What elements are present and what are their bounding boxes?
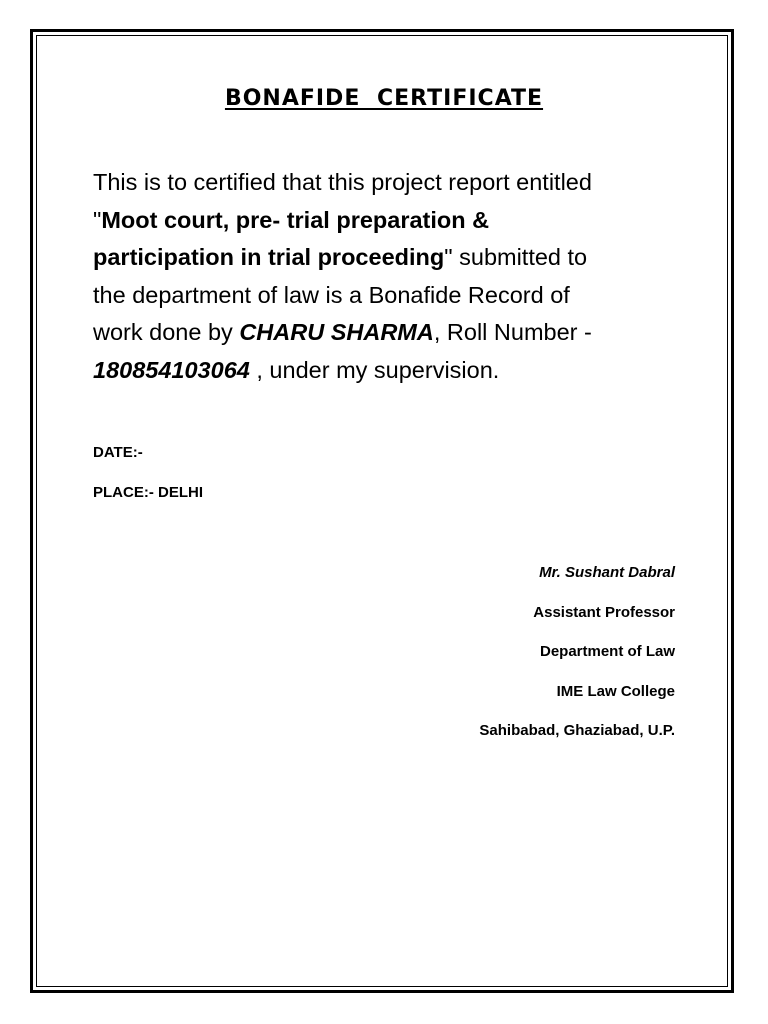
body-line-6: [93, 352, 693, 390]
body-line-4: [93, 277, 693, 315]
intro-text: This is to certified that this project report entitled: [93, 169, 592, 195]
body-line-1: [93, 164, 693, 202]
quote-open: ": [93, 206, 102, 233]
department-text: the department of law is a Bonafide Record of: [93, 281, 570, 308]
body-line-2: [93, 202, 693, 240]
signatory-college: IME Law College: [556, 682, 675, 700]
project-title-part-2: participation in trial proceeding: [93, 244, 445, 270]
place-label: PLACE:- DELHI: [93, 484, 203, 501]
date-label: DATE:-: [93, 444, 143, 461]
body-line-3: [93, 239, 693, 277]
signatory-block: [479, 562, 675, 760]
supervision-text: , under my supervision.: [249, 356, 500, 383]
signatory-designation: Assistant Professor: [533, 603, 675, 621]
submitted-text: " submitted to: [444, 244, 588, 270]
student-name: CHARU SHARMA: [239, 319, 434, 345]
signatory-address: Sahibabad, Ghaziabad, U.P.: [479, 722, 675, 739]
body-line-5: [93, 314, 693, 352]
roll-label: , Roll Number -: [433, 319, 592, 345]
certificate-title: BONAFIDE CERTIFICATE: [224, 86, 544, 111]
roll-number: 180854103064: [93, 356, 250, 383]
project-title-part-1: Moot court, pre- trial preparation &: [101, 206, 490, 233]
signatory-name: Mr. Sushant Dabral: [539, 564, 675, 581]
work-done-text: work done by: [93, 319, 240, 345]
signatory-department: Department of Law: [539, 643, 675, 660]
certificate-body: [93, 164, 693, 389]
